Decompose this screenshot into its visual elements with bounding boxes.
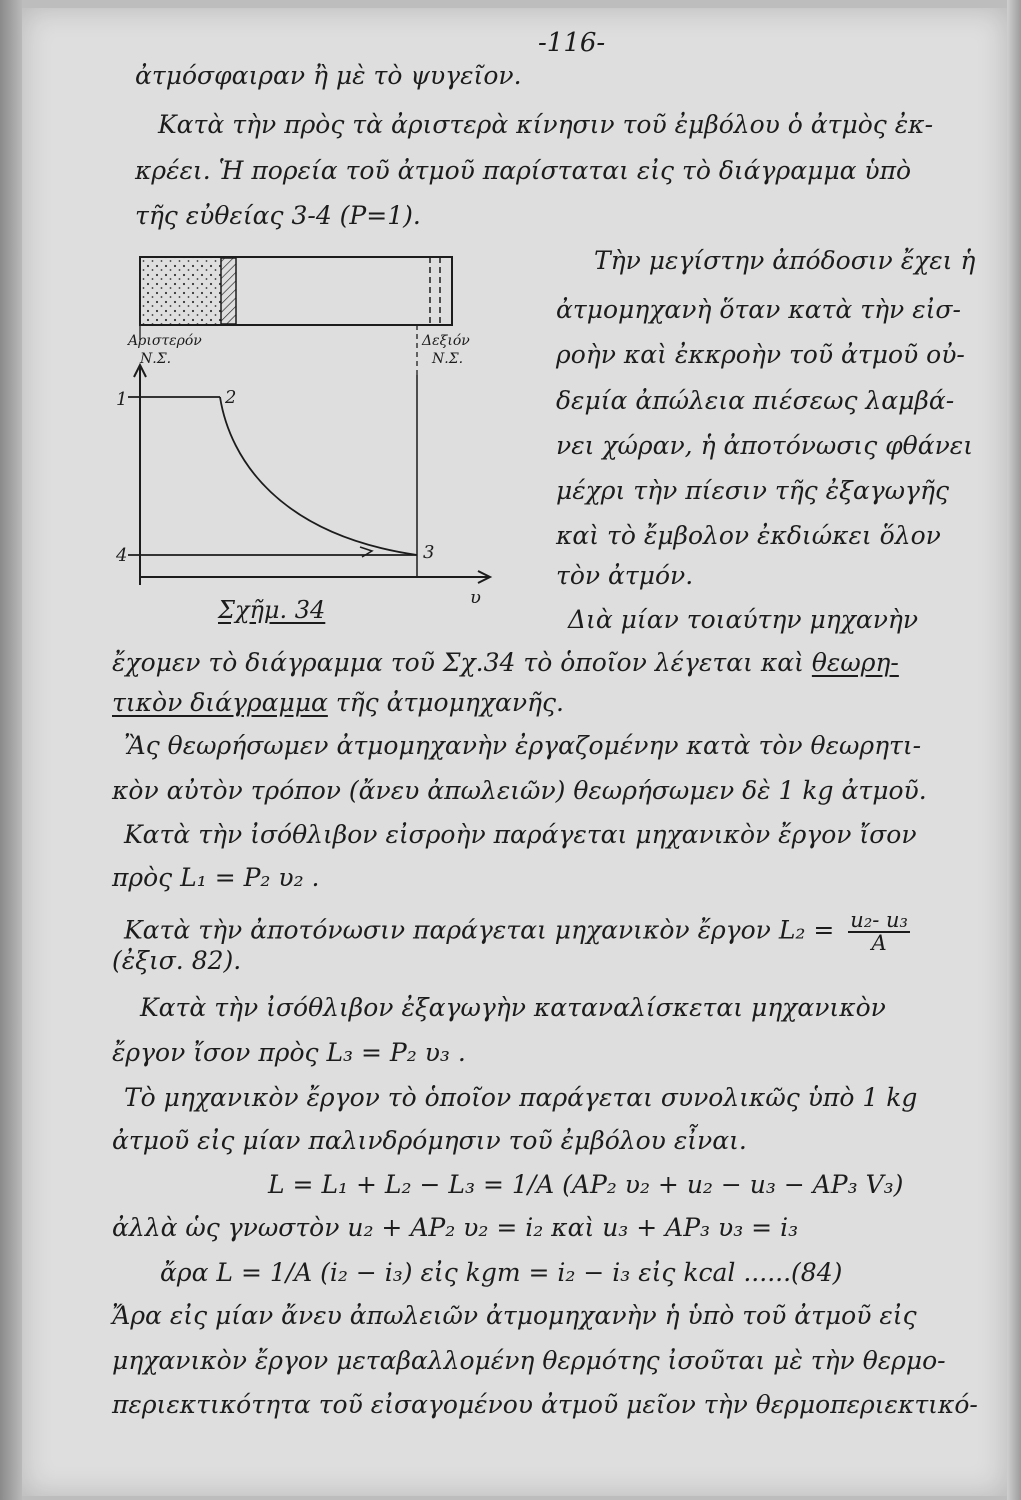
fraction-denominator: A [871, 931, 887, 955]
text-line: κρέει. Ἡ πορεία τοῦ ἀτμοῦ παρίσταται εἰς τὸ διάγραμμα ὑπὸ [135, 156, 912, 185]
text-line: ἀλλὰ ὡς γνωστὸν u₂ + AP₂ υ₂ = i₂ καὶ u₃ + AP₃ υ₃ = i₃ [112, 1213, 799, 1242]
fraction-numerator: u₂- u₃ [850, 908, 908, 932]
text-line: ἔργον ἴσον πρὸς L₃ = P₂ υ₃ . [112, 1038, 466, 1067]
text-line [124, 910, 910, 954]
right-column-line: μέχρι τὴν πίεσιν τῆς ἐξαγωγῆς [556, 476, 949, 505]
point-1-label: 1 [116, 389, 128, 410]
text-line [112, 650, 899, 675]
right-column-line: Τὴν μεγίστην ἀπόδοσιν ἔχει ἡ [594, 246, 976, 275]
text-line: Κατὰ τὴν πρὸς τὰ ἀριστερὰ κίνησιν τοῦ ἐμβόλου ὁ ἀτμὸς ἐκ- [158, 110, 934, 139]
point-2-label: 2 [225, 387, 237, 408]
equation-line: L = L₁ + L₂ − L₃ = 1/A (AP₂ υ₂ + u₂ − u₃ − AP₃ V₃) [268, 1170, 904, 1199]
right-column-line: καὶ τὸ ἔμβολον ἐκδιώκει ὅλον [556, 521, 941, 550]
figure-34-diagram [110, 245, 510, 630]
piston [221, 258, 236, 324]
text-span: τῆς ἀτμομηχανῆς. [335, 688, 564, 717]
point-4-label: 4 [116, 545, 128, 566]
right-column-line: ροὴν καὶ ἐκκροὴν τοῦ ἀτμοῦ οὐ- [556, 340, 965, 369]
label-right-ns: Ν.Σ. [432, 351, 464, 367]
figure-caption: Σχῆμ. 34 [218, 596, 326, 624]
text-line: ἀτμόσφαιραν ἢ μὲ τὸ ψυγεῖον. [135, 61, 522, 90]
text-line: μηχανικὸν ἔργον μεταβαλλομένη θερμότης ἰσοῦται μὲ τὴν θερμο- [112, 1346, 946, 1375]
text-line: Τὸ μηχανικὸν ἔργον τὸ ὁποῖον παράγεται συνολικῶς ὑπὸ 1 kg [124, 1083, 918, 1112]
text-line: Κατὰ τὴν ἰσόθλιβον ἐξαγωγὴν καταναλίσκεται μηχανικὸν [140, 993, 886, 1022]
text-line: ἀτμοῦ εἰς μίαν παλινδρόμησιν τοῦ ἐμβόλου εἶναι. [112, 1126, 747, 1155]
expansion-curve-2-3 [220, 397, 417, 555]
right-column-line: τὸν ἀτμόν. [556, 561, 694, 590]
text-span: Κατὰ τὴν ἀποτόνωσιν παράγεται μηχανικὸν ἔργον L₂ = [124, 915, 835, 945]
label-right-dead-center: Δεξιόν [422, 333, 470, 349]
term-underlined: τικὸν διάγραμμα [112, 688, 328, 717]
equation-line: ἄρα L = 1/A (i₂ − i₃) εἰς kgm = i₂ − i₃ εἰς kcal ......(84) [160, 1258, 843, 1287]
text-line: Ἂς θεωρήσωμεν ἀτμομηχανὴν ἐργαζομένην κατὰ τὸν θεωρητι- [124, 731, 922, 760]
page-number: -116- [538, 28, 606, 58]
text-line: Ἄρα εἰς μίαν ἄνευ ἀπωλειῶν ἀτμομηχανὴν ἡ ὑπὸ τοῦ ἀτμοῦ εἰς [112, 1301, 917, 1330]
page-edge [1007, 0, 1021, 1500]
steam-region [141, 258, 221, 324]
right-column-line: Διὰ μίαν τοιαύτην μηχανὴν [568, 605, 919, 634]
right-column-line: δεμία ἀπώλεια πιέσεως λαμβά- [556, 386, 955, 415]
text-line [112, 690, 564, 715]
text-line: κὸν αὐτὸν τρόπον (ἄνευ ἀπωλειῶν) θεωρήσωμεν δὲ 1 kg ἀτμοῦ. [112, 776, 927, 805]
book-gutter [0, 0, 22, 1500]
right-column-line: ἀτμομηχανὴ ὅταν κατὰ τὴν εἰσ- [556, 295, 961, 324]
text-span: ἔχομεν τὸ διάγραμμα τοῦ Σχ.34 τὸ ὁποῖον λέγεται καὶ [112, 648, 804, 677]
text-line: περιεκτικότητα τοῦ εἰσαγομένου ἀτμοῦ μεῖον τὴν θερμοπεριεκτικό- [112, 1390, 978, 1419]
text-line: Κατὰ τὴν ἰσόθλιβον εἰσροὴν παράγεται μηχανικὸν ἔργον ἴσον [124, 820, 917, 849]
fraction [848, 910, 910, 954]
text-line: (ἐξισ. 82). [112, 946, 242, 975]
axis-u-label: υ [470, 587, 481, 608]
point-3-label: 3 [423, 542, 435, 563]
text-line: τῆς εὐθείας 3-4 (P=1). [135, 201, 421, 230]
term-underlined: θεωρη- [811, 648, 899, 677]
label-left-dead-center: Αριστερόν [128, 333, 202, 349]
label-left-ns: Ν.Σ. [140, 351, 172, 367]
text-line: πρὸς L₁ = P₂ υ₂ . [112, 863, 320, 892]
right-column-line: νει χώραν, ἡ ἀποτόνωσις φθάνει [556, 431, 973, 460]
